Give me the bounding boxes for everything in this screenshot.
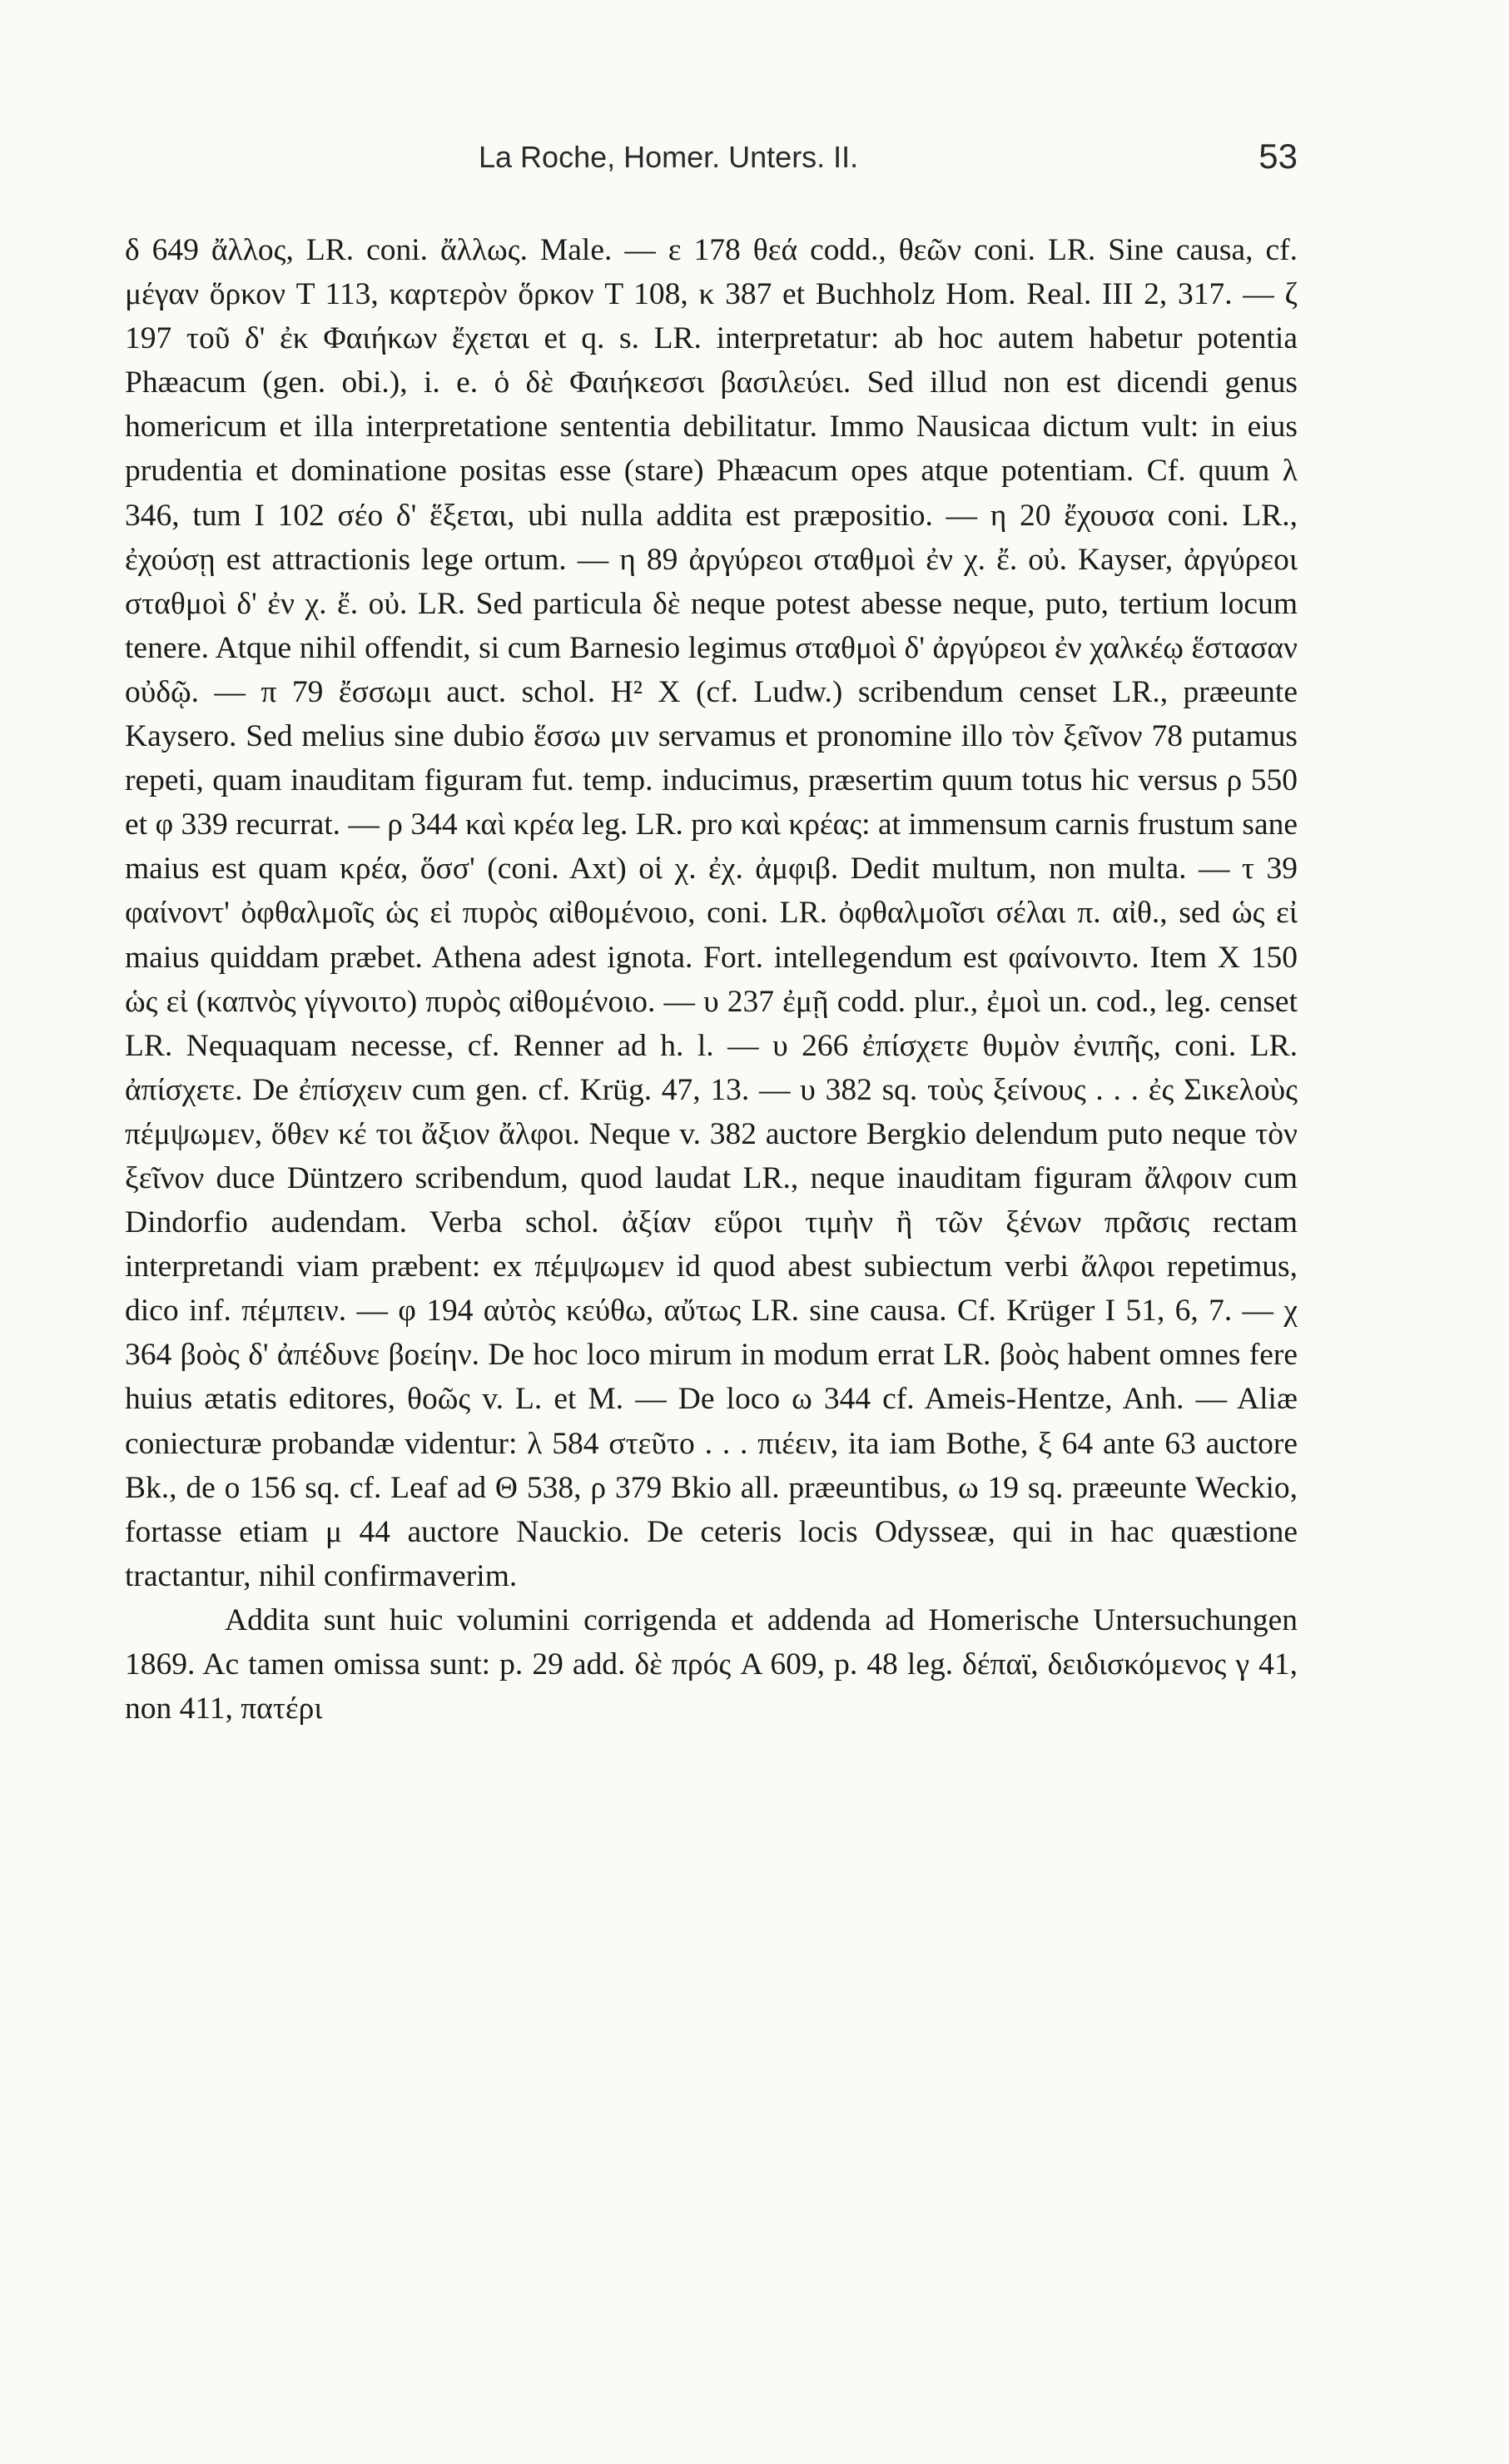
body-text bbox=[125, 228, 1298, 1731]
paragraph-critical-notes: δ 649 ἄλλος, LR. coni. ἄλλως. Male. — ε 178 θεά codd., θεῶν coni. LR. Sine causa, cf. μέγαν ὅρκον T 113, καρτερὸν ὅρκον T 108, κ 387 et Buchholz Hom. Real. III 2, 317. — ζ 197 τοῦ δ' ἐκ Φαιήκων ἔχεται et q. s. LR. interpretatur: ab hoc autem habetur potentia Phæacum (gen. obi.), i. e. ὁ δὲ Φαιήκεσσι βασιλεύει. Sed illud non est dicendi genus homericum et illa interpretatione sententia debilitatur. Immo Nausicaa dictum vult: in eius prudentia et dominatione positas esse (stare) Phæacum opes atque potentiam. Cf. quum λ 346, tum I 102 σέο δ' ἕξεται, ubi nulla addita est præpositio. — η 20 ἔχουσα coni. LR., ἐχούσῃ est attractionis lege ortum. — η 89 ἀργύρεοι σταθμοὶ ἐν χ. ἔ. οὐ. Kayser, ἀργύρεοι σταθμοὶ δ' ἐν χ. ἔ. οὐ. LR. Sed particula δὲ neque potest abesse neque, puto, tertium locum tenere. Atque nihil offendit, si cum Barnesio legimus σταθμοὶ δ' ἀργύρεοι ἐν χαλκέῳ ἕστασαν οὐδῷ. — π 79 ἔσσωμι auct. schol. H² X (cf. Ludw.) scribendum censet LR., præeunte Kaysero. Sed melius sine dubio ἕσσω μιν servamus et pronomine illo τὸν ξεῖνον 78 putamus repeti, quam inauditam figuram fut. temp. inducimus, præsertim quum totus hic versus ρ 550 et φ 339 recurrat. — ρ 344 καὶ κρέα leg. LR. pro καὶ κρέας: at immensum carnis frustum sane maius est quam κρέα, ὅσσ' (coni. Axt) οἱ χ. ἐχ. ἀμφιβ. Dedit multum, non multa. — τ 39 φαίνοντ' ὀφθαλμοῖς ὡς εἰ πυρὸς αἰθομένοιο, coni. LR. ὀφθαλμοῖσι σέλαι π. αἰθ., sed ὡς εἰ maius quiddam præbet. Athena adest ignota. Fort. intellegendum est φαίνοιντο. Item X 150 ὡς εἰ (καπνὸς γίγνοιτο) πυρὸς αἰθομένοιο. — υ 237 ἐμῇ codd. plur., ἐμοὶ un. cod., leg. censet LR. Nequaquam necesse, cf. Renner ad h. l. — υ 266 ἐπίσχετε θυμὸν ἐνιπῆς, coni. LR. ἀπίσχετε. De ἐπίσχειν cum gen. cf. Krüg. 47, 13. — υ 382 sq. τοὺς ξείνους . . . ἐς Σικελοὺς πέμψωμεν, ὅθεν κέ τοι ἄξιον ἄλφοι. Neque v. 382 auctore Bergkio delendum puto neque τὸν ξεῖνον duce Düntzero scribendum, quod laudat LR., neque inauditam figuram ἄλφοιν cum Dindorfio audendam. Verba schol. ἀξίαν εὕροι τιμὴν ἢ τῶν ξένων πρᾶσις rectam interpretandi viam præbent: ex πέμψωμεν id quod abest subiectum verbi ἄλφοι repetimus, dico inf. πέμπειν. — φ 194 αὐτὸς κεύθω, αὔτως LR. sine causa. Cf. Krüger I 51, 6, 7. — χ 364 βοὸς δ' ἀπέδυνε βοείην. De hoc loco mirum in modum errat LR. βοὸς habent omnes fere huius ætatis editores, θοῶς v. L. et M. — De loco ω 344 cf. Ameis-Hentze, Anh. — Aliæ coniecturæ probandæ videntur: λ 584 στεῦτο . . . πιέειν, ita iam Bothe, ξ 64 ante 63 auctore Bk., de ο 156 sq. cf. Leaf ad Θ 538, ρ 379 Bkio all. præeuntibus, ω 19 sq. præeunte Weckio, fortasse etiam μ 44 auctore Nauckio. De ceteris locis Odysseæ, qui in hac quæstione tractantur, nihil confirmaverim. bbox=[125, 233, 1298, 1593]
running-header bbox=[125, 132, 1298, 180]
running-title: La Roche, Homer. Unters. II. bbox=[479, 140, 859, 174]
paragraph-addenda: Addita sunt huic volumini corrigenda et addenda ad Homerische Untersuchungen 1869. Ac tamen omissa sunt: p. 29 add. δὲ πρός A 609, p. 48 leg. δέπαϊ, δειδισκόμενος γ 41, non 411, πατέρι bbox=[125, 1602, 1298, 1726]
page-number: 53 bbox=[1258, 137, 1298, 176]
